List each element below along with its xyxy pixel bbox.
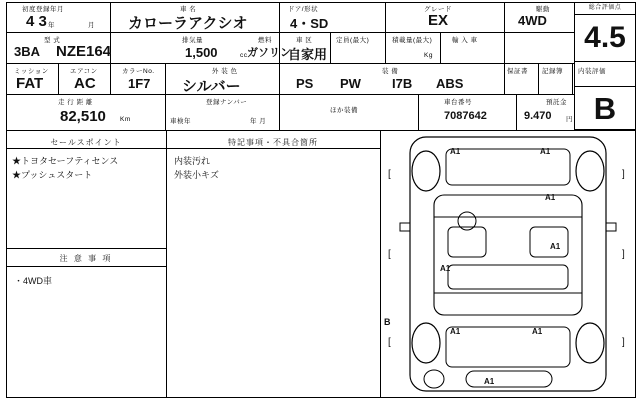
vrule-r3-f <box>538 63 539 94</box>
import-label: 輸 入 車 <box>452 37 478 44</box>
interior-eval-label: 内装評価 <box>578 68 606 75</box>
color-no-label: カラーNo. <box>122 68 155 75</box>
hrule-1 <box>6 32 574 33</box>
use-label: 車 区 <box>296 37 313 44</box>
vrule-r4-b <box>279 94 280 130</box>
displacement-label: 排気量 <box>182 37 203 44</box>
damage-mark-5: A1 <box>450 327 461 336</box>
mileage-value: 82,510 <box>60 108 106 125</box>
bracket-0: [ <box>388 169 391 180</box>
vrule-r1-b <box>279 2 280 32</box>
equip-item-0: PS <box>296 76 314 91</box>
damage-mark-6: A1 <box>532 327 543 336</box>
vrule-r4-a <box>165 94 166 130</box>
chassis-value: 7087642 <box>444 110 487 122</box>
capacity-label: 定員(最大) <box>336 37 370 44</box>
vrule-r3-b <box>110 63 111 94</box>
grade-label: グレード <box>424 6 452 13</box>
overall-grade-label: 総合評価点 <box>575 3 635 15</box>
vrule-r3-c <box>165 63 166 94</box>
type-label: 型 式 <box>44 37 61 44</box>
interior-grade-letter: B <box>593 91 617 126</box>
vrule-r1-d <box>504 2 505 32</box>
damage-mark-0: A1 <box>450 147 461 156</box>
note-0: 内装汚れ <box>174 156 211 166</box>
seal-label: ほか装備 <box>330 107 358 114</box>
reg-year-suffix-2: 月 <box>88 22 95 29</box>
mileage-unit: Km <box>120 116 131 123</box>
model-name-value: カローラアクシオ <box>128 15 248 32</box>
color-no-value: 1F7 <box>128 76 151 91</box>
drive-label: 駆動 <box>536 6 550 13</box>
caution-title: 注 意 事 項 <box>59 254 113 263</box>
overall-grade-number: 4.5 <box>575 15 635 62</box>
aircon-label: エアコン <box>70 68 98 75</box>
color-value: シルバー <box>182 78 241 95</box>
vrule-r4-c <box>418 94 419 130</box>
reg-year-value: 4 3 <box>26 13 47 30</box>
vrule-r3-g <box>572 63 573 94</box>
displacement-unit: cc <box>240 52 248 59</box>
equip-item-2: I7B <box>392 76 413 91</box>
sales-point-title: セールスポイント <box>50 138 122 147</box>
caution-0: ・4WD車 <box>14 276 52 286</box>
vrule-r4-d <box>516 94 517 130</box>
vrule-r2-c <box>330 32 331 63</box>
hrule-lower-2 <box>6 248 166 249</box>
sales-point-1: ★プッシュスタート <box>12 170 93 180</box>
vrule-r3-d <box>279 63 280 94</box>
fuel-value: ガソリン <box>247 47 291 59</box>
damage-mark-4: A1 <box>440 264 451 273</box>
bracket-4: [ <box>388 337 391 348</box>
inspect-label: 車検年 <box>170 118 191 125</box>
deposit-label: 預託金 <box>546 99 567 106</box>
chassis-label: 車台番号 <box>444 99 472 106</box>
plate-label: 登録ナンバー <box>206 99 248 106</box>
vrule-lower-b <box>380 130 381 398</box>
vehicle-damage-diagram <box>382 131 634 397</box>
bracket-2: [ <box>388 249 391 260</box>
equip-item-3: ABS <box>436 76 464 91</box>
type-prefix: 3BA <box>14 44 41 59</box>
vrule-r2-d <box>385 32 386 63</box>
drive-value: 4WD <box>518 13 547 28</box>
vrule-lower-a <box>166 130 167 398</box>
hrule-lower-3 <box>6 266 166 267</box>
mileage-label: 走 行 距 離 <box>58 99 93 106</box>
equipment-label: 装 備 <box>382 68 399 75</box>
vrule-r1-c <box>385 2 386 32</box>
hrule-3 <box>6 94 574 95</box>
bracket-3: ] <box>622 249 625 260</box>
door-value: 4・SD <box>290 16 329 31</box>
vrule-r2-f <box>504 32 505 63</box>
reg-year-label: 初度登録年月 <box>22 6 64 13</box>
damage-mark-1: A1 <box>540 147 551 156</box>
equip-item-1: PW <box>340 76 361 91</box>
deposit-unit: 円 <box>566 116 573 123</box>
vrule-r2-e <box>440 32 441 63</box>
vrule-r1-a <box>110 2 111 32</box>
displacement-value: 1,500 <box>185 45 218 60</box>
color-label: 外 装 色 <box>212 68 238 75</box>
notes-title: 特記事項・不具合箇所 <box>228 138 318 147</box>
load-label: 積載量(最大) <box>392 37 433 44</box>
mission-value: FAT <box>16 75 44 92</box>
note-1: 外装小キズ <box>174 170 219 180</box>
bracket-1: ] <box>622 169 625 180</box>
door-label: ドア/形状 <box>288 6 319 13</box>
bracket-5: ] <box>622 337 625 348</box>
records-label: 記録簿 <box>542 68 563 75</box>
guarantee-label: 保証書 <box>507 68 528 75</box>
type-value: NZE164 <box>56 43 112 60</box>
vrule-r3-a <box>58 63 59 94</box>
damage-mark-7: A1 <box>484 377 495 386</box>
fuel-label: 燃料 <box>258 37 272 44</box>
diagram-corner-label: B <box>384 317 391 327</box>
year-label: 年 月 <box>250 118 267 125</box>
deposit-value: 9.470 <box>524 110 552 122</box>
damage-mark-2: A1 <box>545 193 556 202</box>
sales-point-0: ★トヨタセーフティセンス <box>12 156 119 166</box>
mission-label: ミッション <box>14 68 49 75</box>
right-gutter <box>636 0 640 400</box>
load-unit: Kg <box>424 52 433 59</box>
damage-mark-3: A1 <box>550 242 561 251</box>
use-value: 自家用 <box>288 47 328 62</box>
model-name-label: 車 名 <box>180 6 197 13</box>
vrule-r3-e <box>504 63 505 94</box>
hrule-2 <box>6 63 574 64</box>
grade-value: EX <box>428 12 449 29</box>
aircon-value: AC <box>74 75 96 92</box>
reg-year-suffix-1: 年 <box>48 22 55 29</box>
hrule-lower-1 <box>6 148 380 149</box>
